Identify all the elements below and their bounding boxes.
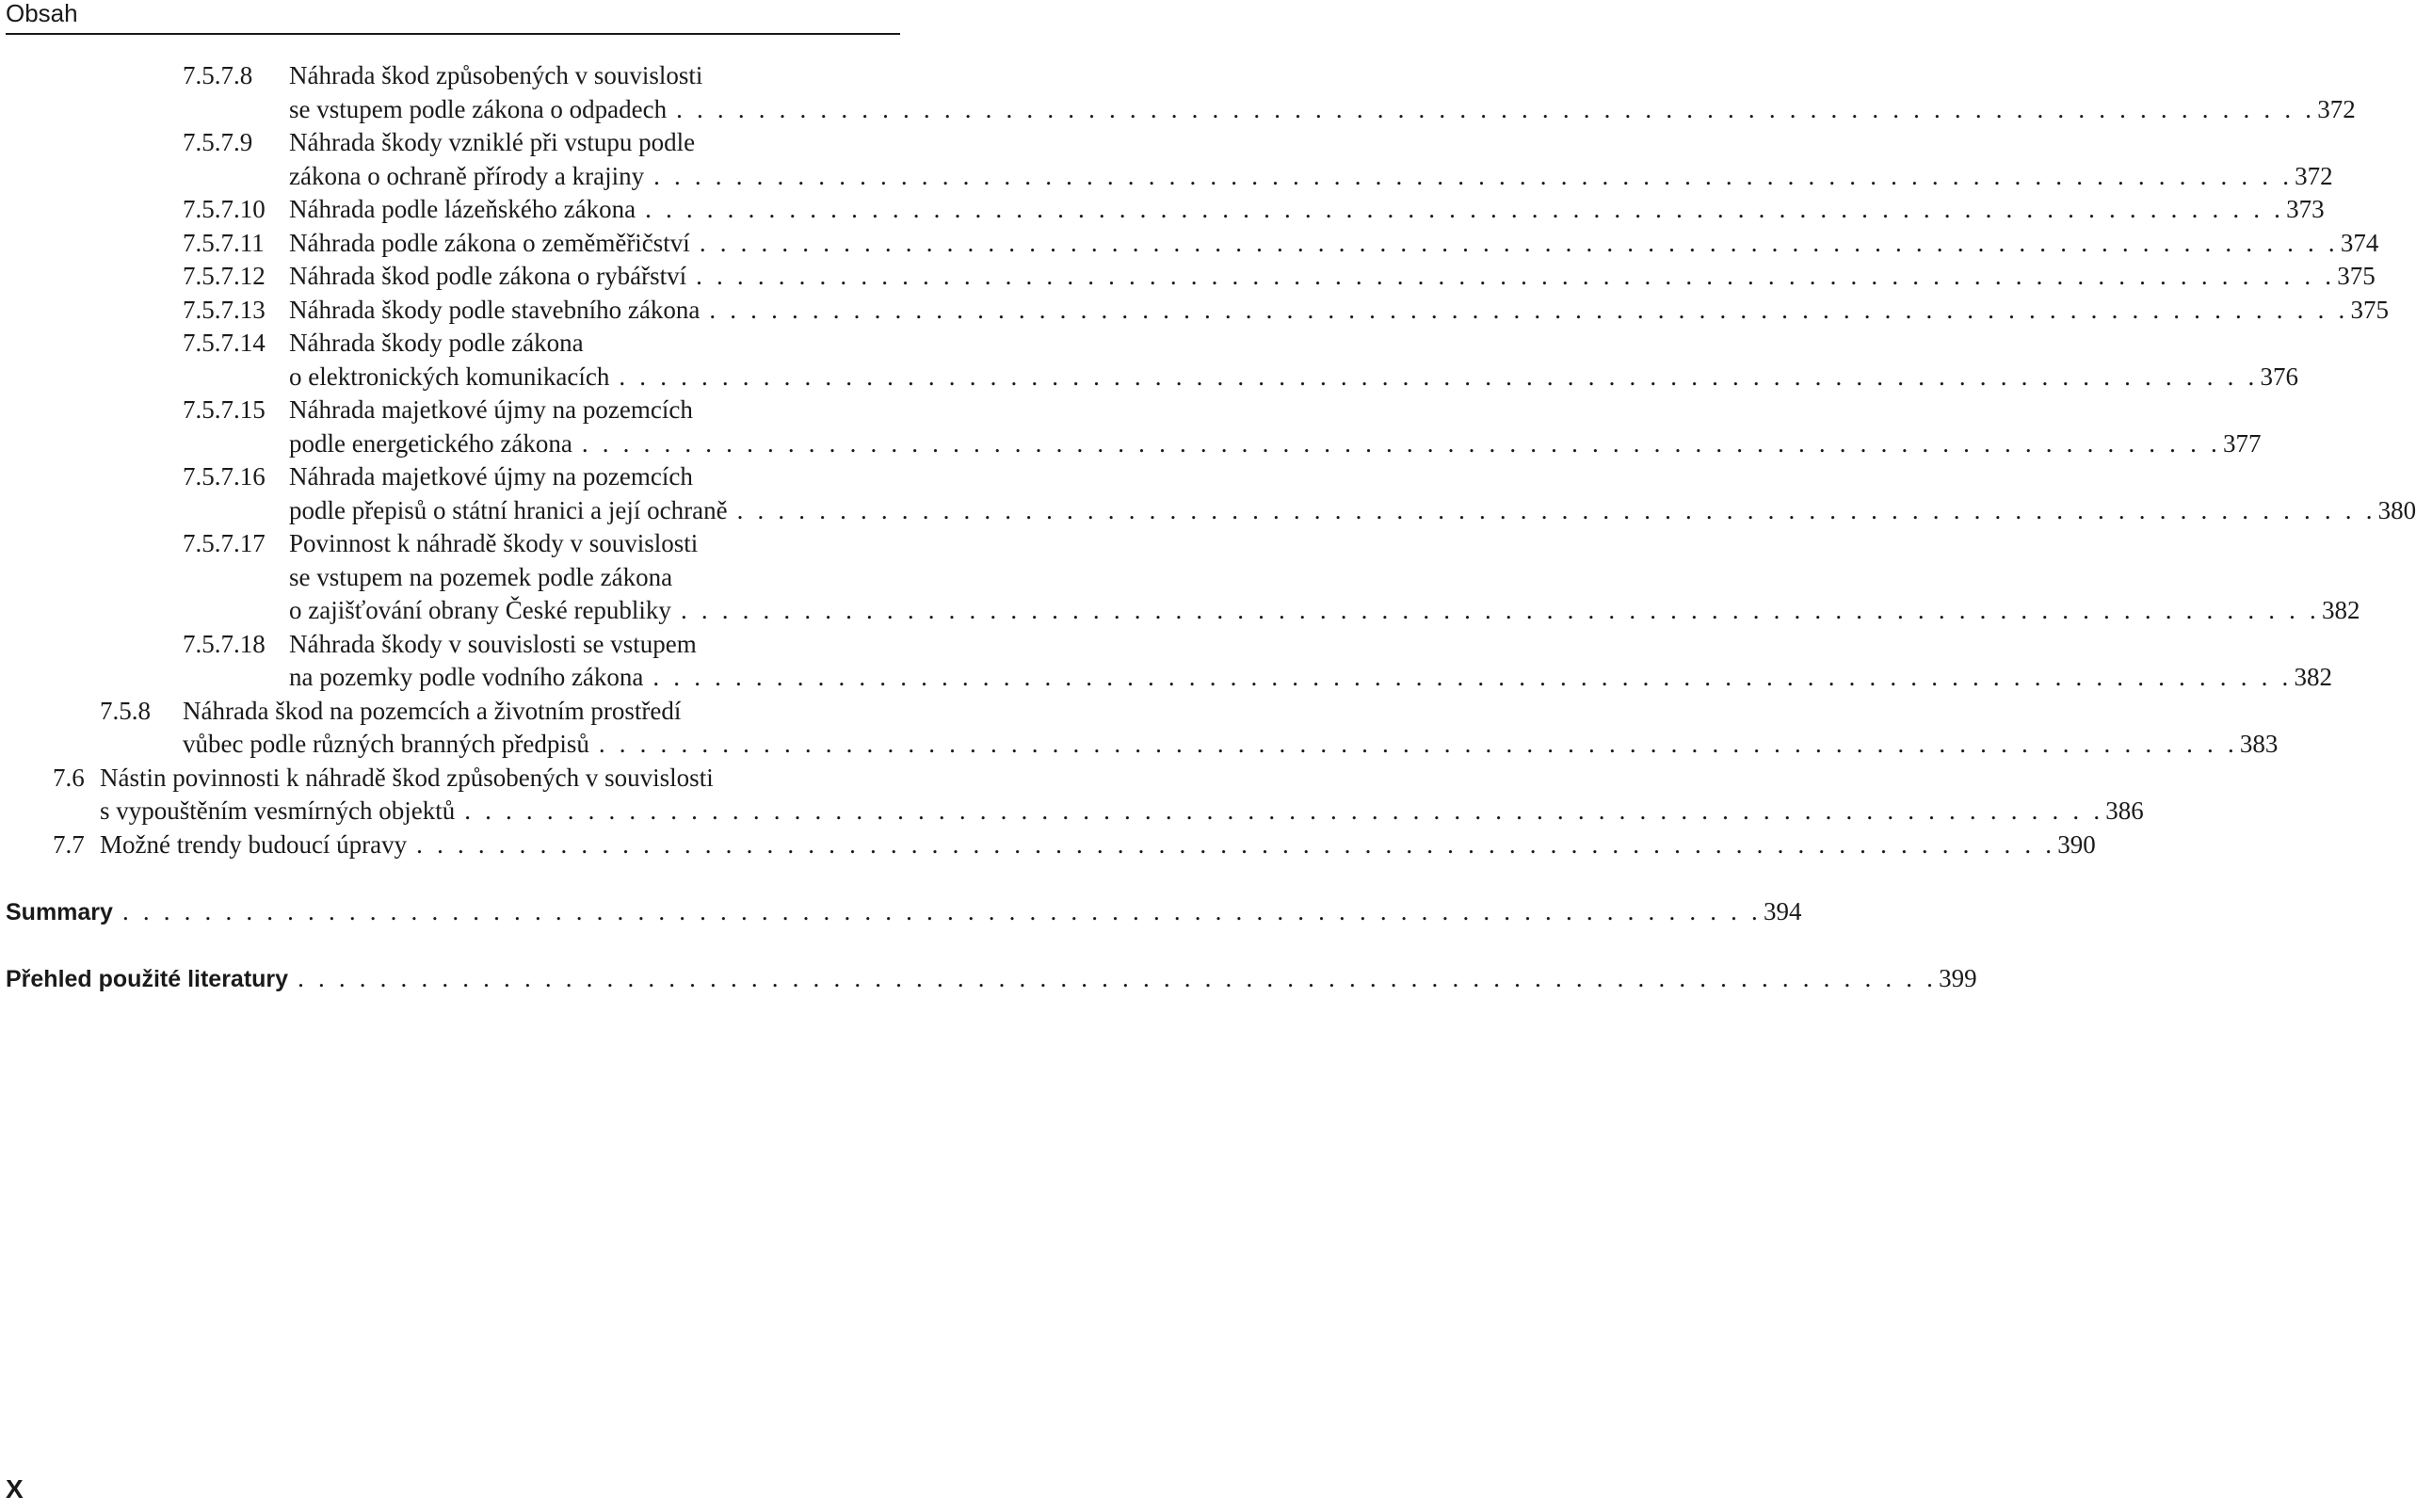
toc-entry-title: Náhrada škod na pozemcích a životním prostředí [183,696,682,725]
dot-leader: . . . . . . . . . . . . . . . . . . . . . . . . . . . . . . . . . . . . . . . . . . . . . . . . . . . . . . . . . . . . . . . . . . . . . . . . . . . . . . . . [619,362,2259,391]
toc-entry-line [289,594,2360,628]
toc-entry-line [289,361,2298,394]
toc-page-number: 382 [2294,663,2332,691]
toc-page-number: 373 [2286,195,2325,223]
toc-entry-line [183,728,2279,762]
toc-entry-number: 7.5.7.16 [183,462,266,491]
toc-entry-line [289,628,881,662]
toc-entry-line [289,661,2332,695]
toc-spacer [0,861,904,895]
toc-entry[interactable] [0,59,2356,126]
toc-entry-number: 7.5.7.8 [183,61,253,89]
toc-entry[interactable] [0,294,2389,328]
toc-page-number: 375 [2350,295,2389,324]
toc-entry-line [289,260,2376,294]
toc-entry-line [289,193,2325,227]
toc-entry[interactable] [0,527,2360,628]
header-rule [6,33,900,35]
toc-entry-title: Náhrada škod způsobených v souvislosti [289,61,703,89]
toc-entry-number: 7.5.8 [100,696,151,725]
toc-entry-title: vůbec podle různých branných předpisů [183,730,589,758]
toc-page-number: 372 [2295,161,2333,190]
toc-entry-title: Náhrada škody podle zákona [289,329,584,357]
toc-entry-title: Náhrada škody vzniklé při vstupu podle [289,128,696,156]
toc-page-number: 390 [2057,829,2096,859]
dot-leader: . . . . . . . . . . . . . . . . . . . . . . . . . . . . . . . . . . . . . . . . . . . . . . . . . . . . . . . . . . . . . . . . . . . . . . . . . . . . . . . . [598,730,2238,758]
toc-entry-line [289,126,881,160]
dot-leader: . . . . . . . . . . . . . . . . . . . . . . . . . . . . . . . . . . . . . . . . . . . . . . . . . . . . . . . . . . . . . . . . . . . . . . . . . . . . . . . . [680,596,2320,624]
toc-page-number: 399 [1939,963,1977,992]
toc-entry-title: o elektronických komunikacích [289,362,610,391]
dot-leader: . . . . . . . . . . . . . . . . . . . . . . . . . . . . . . . . . . . . . . . . . . . . . . . . . . . . . . . . . . . . . . . . . . . . . . . . . . . . . . . . [298,963,1938,992]
dot-leader: . . . . . . . . . . . . . . . . . . . . . . . . . . . . . . . . . . . . . . . . . . . . . . . . . . . . . . . . . . . . . . . . . . . . . . . . . . . . . . . . [699,228,2339,257]
toc-entry[interactable] [0,227,2379,261]
dot-leader: . . . . . . . . . . . . . . . . . . . . . . . . . . . . . . . . . . . . . . . . . . . . . . . . . . . . . . . . . . . . . . . . . . . . . . . . . . . . . . . . [645,195,2285,223]
running-head: Obsah [6,0,78,27]
toc-page-number: 383 [2239,730,2279,758]
toc-page-number: 377 [2222,428,2262,458]
toc-entry[interactable] [0,394,2262,460]
toc-entry-line [100,795,2144,828]
toc-entry-line [6,962,1977,996]
toc-page-number: 386 [2105,796,2144,825]
dot-leader: . . . . . . . . . . . . . . . . . . . . . . . . . . . . . . . . . . . . . . . . . . . . . . . . . . . . . . . . . . . . . . . . . . . . . . . . . . . . . . . . [653,161,2294,190]
toc-entry-number: 7.6 [53,763,85,792]
toc-entry-number: 7.5.7.15 [183,395,266,424]
toc-entry-title: podle přepisů o státní hranici a její ochraně [289,495,728,524]
toc-entry-line [289,394,881,427]
toc-entry-number: 7.7 [53,829,85,859]
toc-entry-line [289,59,881,93]
toc-entry-title: zákona o ochraně přírody a krajiny [289,161,645,190]
toc-page-number: 380 [2377,495,2416,524]
toc-entry-line [289,527,881,561]
toc-entry-title: Nástin povinnosti k náhradě škod způsobených v souvislosti [100,763,714,792]
toc-entry[interactable] [0,327,2298,394]
toc-entry-number: 7.5.7.11 [183,228,265,257]
toc-entry-line [183,695,881,729]
dot-leader: . . . . . . . . . . . . . . . . . . . . . . . . . . . . . . . . . . . . . . . . . . . . . . . . . . . . . . . . . . . . . . . . . . . . . . . . . . . . . . . . [676,94,2316,123]
toc-entry[interactable] [0,460,2416,527]
toc-page-number: 375 [2337,262,2376,290]
toc-entry[interactable] [0,260,2376,294]
toc-entry-number: 7.5.7.13 [183,295,266,324]
toc-entry[interactable] [0,126,2333,193]
dot-leader: . . . . . . . . . . . . . . . . . . . . . . . . . . . . . . . . . . . . . . . . . . . . . . . . . . . . . . . . . . . . . . . . . . . . . . . . . . . . . . . . [581,428,2221,458]
toc-entry-line [289,561,881,595]
toc-entry-title: se vstupem podle zákona o odpadech [289,94,668,123]
dot-leader: . . . . . . . . . . . . . . . . . . . . . . . . . . . . . . . . . . . . . . . . . . . . . . . . . . . . . . . . . . . . . . . . . . . . . . . . . . . . . . . . [121,896,1763,925]
toc-entry-title: na pozemky podle vodního zákona [289,663,644,691]
toc-entry-title: Summary [6,898,113,925]
dot-leader: . . . . . . . . . . . . . . . . . . . . . . . . . . . . . . . . . . . . . . . . . . . . . . . . . . . . . . . . . . . . . . . . . . . . . . . . . . . . . . . . [416,829,2056,859]
toc-entry-title: Náhrada škody v souvislosti se vstupem [289,629,697,658]
toc-entry-line [6,895,1802,929]
dot-leader: . . . . . . . . . . . . . . . . . . . . . . . . . . . . . . . . . . . . . . . . . . . . . . . . . . . . . . . . . . . . . . . . . . . . . . . . . . . . . . . . [736,495,2376,524]
toc-entry[interactable] [0,193,2325,227]
toc-entry-number: 7.5.7.14 [183,329,266,357]
toc-entry-line [289,93,2356,127]
toc-entry-title: Přehled použité literatury [6,965,289,992]
toc-entry-title: podle energetického zákona [289,428,572,458]
toc-entry-title: s vypouštěním vesmírných objektů [100,796,456,825]
toc-entry-title: o zajišťování obrany České republiky [289,596,671,624]
dot-leader: . . . . . . . . . . . . . . . . . . . . . . . . . . . . . . . . . . . . . . . . . . . . . . . . . . . . . . . . . . . . . . . . . . . . . . . . . . . . . . . . [464,796,2104,825]
toc-entry-line [289,160,2333,194]
toc-entry-title: Náhrada majetkové újmy na pozemcích [289,462,693,491]
toc-entry[interactable] [0,762,2144,828]
toc-page-number: 382 [2322,596,2360,624]
toc-entry-title: Povinnost k náhradě škody v souvislosti [289,529,699,557]
toc-entry[interactable] [0,695,2279,762]
toc-entry-line [289,460,881,494]
toc-spacer [0,928,904,962]
toc-entry-number: 7.5.7.18 [183,629,266,658]
table-of-contents [0,59,2416,995]
toc-entry-number: 7.5.7.12 [183,262,266,290]
toc-entry-line [289,494,2416,528]
toc-entry-number: 7.5.7.9 [183,128,253,156]
page-number: X [6,1474,24,1504]
toc-entry-number: 7.5.7.17 [183,529,266,557]
toc-entry-number: 7.5.7.10 [183,195,266,223]
toc-entry-title: Náhrada podle lázeňského zákona [289,195,636,223]
toc-entry-line [289,227,2379,261]
dot-leader: . . . . . . . . . . . . . . . . . . . . . . . . . . . . . . . . . . . . . . . . . . . . . . . . . . . . . . . . . . . . . . . . . . . . . . . . . . . . . . . . [709,295,2349,324]
dot-leader: . . . . . . . . . . . . . . . . . . . . . . . . . . . . . . . . . . . . . . . . . . . . . . . . . . . . . . . . . . . . . . . . . . . . . . . . . . . . . . . . [696,262,2336,290]
toc-entry-title: Náhrada podle zákona o zeměměřičství [289,228,690,257]
dot-leader: . . . . . . . . . . . . . . . . . . . . . . . . . . . . . . . . . . . . . . . . . . . . . . . . . . . . . . . . . . . . . . . . . . . . . . . . . . . . . . . . [652,663,2293,691]
toc-page-number: 394 [1764,896,1802,925]
toc-page-number: 372 [2317,94,2356,123]
toc-entry-line [100,828,2096,862]
toc-entry-title: Náhrada majetkové újmy na pozemcích [289,395,693,424]
toc-entry-title: se vstupem na pozemek podle zákona [289,562,673,591]
toc-entry-line [289,294,2389,328]
toc-entry-line [289,427,2262,461]
toc-entry-title: Náhrada škody podle stavebního zákona [289,295,701,324]
toc-entry-line [100,762,881,796]
toc-entry-title: Možné trendy budoucí úpravy [100,829,408,859]
toc-entry[interactable] [0,895,1802,929]
toc-page-number: 374 [2340,228,2379,257]
toc-page-number: 376 [2260,362,2298,391]
toc-entry[interactable] [0,628,2332,695]
toc-entry[interactable] [0,828,2096,862]
toc-entry[interactable] [0,962,1977,996]
toc-entry-line [289,327,881,361]
toc-entry-title: Náhrada škod podle zákona o rybářství [289,262,687,290]
